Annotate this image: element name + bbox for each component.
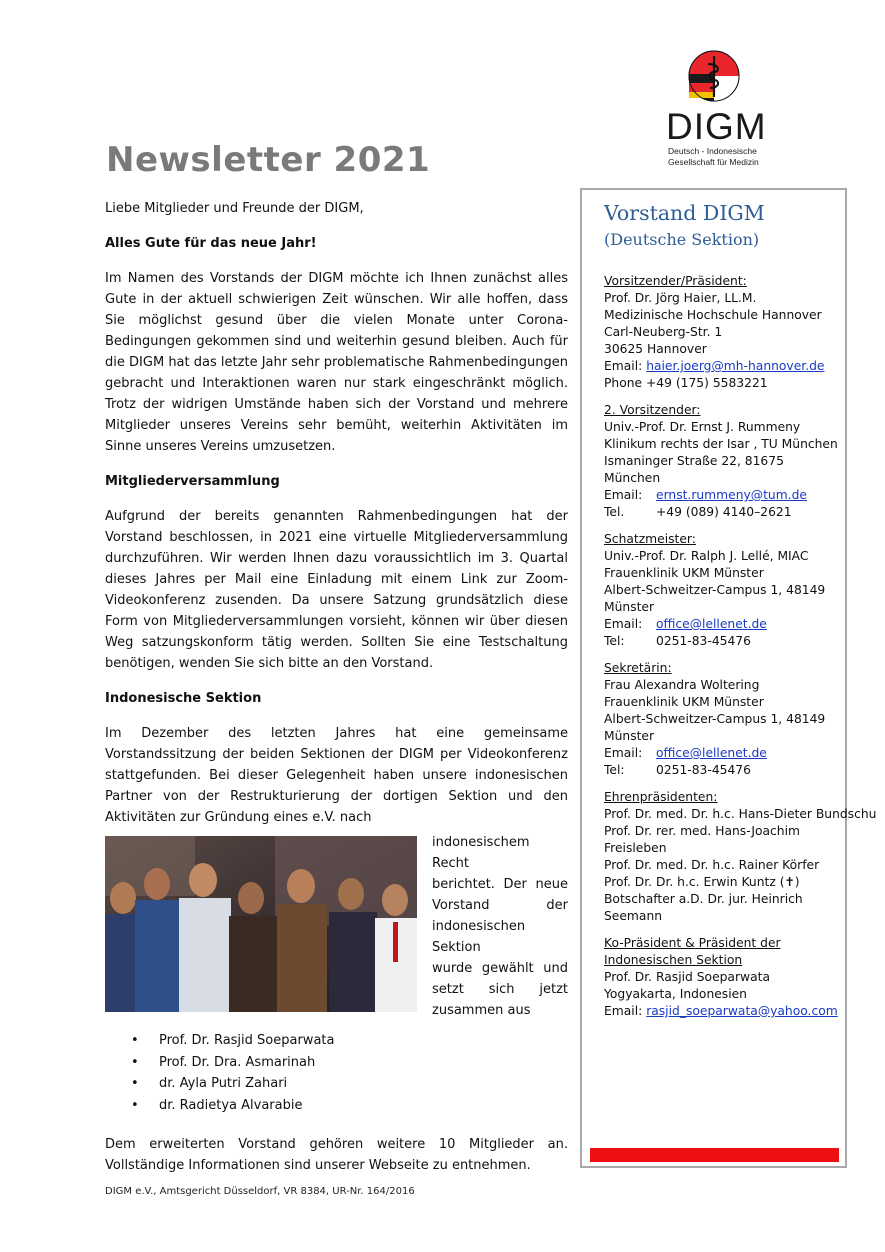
tel-label: Tel. (604, 505, 625, 519)
contact-line: Münster (604, 600, 655, 614)
email-row (604, 616, 839, 633)
contact-line: Albert-Schweitzer-Campus 1, 48149 (604, 583, 826, 597)
logo-name: DIGM (666, 106, 767, 147)
tel-row (604, 762, 839, 779)
photo-block (105, 836, 568, 1016)
contact-line: Albert-Schweitzer-Campus 1, 48149 (604, 712, 826, 726)
photo-text-line: Vorstand der (432, 898, 568, 913)
logo-subtitle-line2: Gesellschaft für Medizin (668, 157, 759, 167)
heading-mitgliederversammlung: Mitgliederversammlung (105, 474, 280, 489)
footer-registration: DIGM e.V., Amtsgericht Düsseldorf, VR 8384, UR-Nr. 164/2016 (105, 1186, 415, 1197)
email-link[interactable]: rasjid_soeparwata@yahoo.com (646, 1004, 838, 1018)
contact-line: 30625 Hannover (604, 342, 707, 356)
photo-side-text (432, 832, 568, 1021)
list-item: • dr. Radietya Alvarabie (105, 1095, 568, 1117)
main-column (105, 198, 568, 1190)
list-item: • dr. Ayla Putri Zahari (105, 1073, 568, 1095)
tel-value: 0251-83-45476 (656, 634, 751, 648)
logo-subtitle-line1: Deutsch - Indonesische (668, 146, 757, 156)
contact-line: Univ.-Prof. Dr. Ernst J. Rummeny (604, 420, 801, 434)
section-vice-president (604, 402, 839, 521)
contact-line: Prof. Dr. Dr. h.c. Erwin Kuntz (✝) (604, 875, 800, 889)
email-link[interactable]: ernst.rummeny@tum.de (656, 488, 807, 502)
contact-line: Yogyakarta, Indonesien (604, 987, 747, 1001)
email-link[interactable]: office@lellenet.de (656, 746, 767, 760)
new-year-wish: Alles Gute für das neue Jahr! (105, 236, 317, 251)
group-photo-image (105, 836, 417, 1012)
contact-line: Medizinische Hochschule Hannover (604, 308, 822, 322)
contact-line: Frauenklinik UKM Münster (604, 566, 764, 580)
contact-line: Prof. Dr. Rasjid Soeparwata (604, 970, 770, 984)
contact-line: Klinikum rechts der Isar , TU München (604, 437, 838, 451)
tel-value: +49 (089) 4140–2621 (656, 505, 792, 519)
section-heading: Ehrenpräsidenten: (604, 790, 718, 804)
email-label: Email: (604, 359, 643, 373)
section-heading: Indonesischen Sektion (604, 953, 743, 967)
closing-paragraph: Dem erweiterten Vorstand gehören weitere 10 Mitglieder an. Vollständige Informationen sind unserer Webseite zu entnehmen. (105, 1137, 568, 1173)
phone-line: Phone +49 (175) 5583221 (604, 376, 768, 390)
intro-paragraph: Im Namen des Vorstands der DIGM möchte ich Ihnen zunächst alles Gute in der aktuell schwierigen Zeit wünschen. Wir alle hoffen, dass Sie möglichst gesund über die vielen Monate unter Corona-Bedingungen gekommen sind und weiterhin gesund bleiben. Auch für die DIGM hat das letzte Jahr sehr problematische Rahmenbedingungen gebracht und Interaktionen waren nur stark eingeschränkt möglich. Trotz der widrigen Umstände haben sich der Vorstand und mehrere Mitglieder unseres Vereins sehr bemüht, weiterhin Aktivitäten im Sinne unseres Vereins umzusetzen. (105, 271, 568, 454)
sidebar-red-bar (590, 1148, 839, 1162)
contact-line: Prof. Dr. rer. med. Hans-Joachim (604, 824, 800, 838)
digm-logo (660, 50, 770, 168)
photo-text-line: zusammen aus (432, 1003, 531, 1018)
contact-line: Univ.-Prof. Dr. Ralph J. Lellé, MIAC (604, 549, 809, 563)
tel-label: Tel: (604, 763, 625, 777)
section-treasurer (604, 531, 839, 650)
page-title: Newsletter 2021 (106, 140, 431, 180)
photo-text-line: indonesischem Recht (432, 835, 530, 871)
section-heading: Sekretärin: (604, 661, 672, 675)
section-heading: 2. Vorsitzender: (604, 403, 701, 417)
sidebar-board (580, 188, 877, 1168)
sidebar-title: Vorstand DIGM (604, 201, 765, 225)
email-row (604, 487, 839, 504)
contact-line: Prof. Dr. med. Dr. h.c. Rainer Körfer (604, 858, 820, 872)
email-row (604, 745, 839, 762)
contact-line: Frauenklinik UKM Münster (604, 695, 764, 709)
section-secretary (604, 660, 839, 779)
photo-text-line: indonesischen Sektion (432, 919, 526, 955)
member-list (105, 1030, 568, 1116)
section-heading: Vorsitzender/Präsident: (604, 274, 747, 288)
photo-text-line: setzt sich jetzt (432, 982, 568, 997)
contact-line: Botschafter a.D. Dr. jur. Heinrich (604, 892, 803, 906)
list-item: • Prof. Dr. Dra. Asmarinah (105, 1052, 568, 1074)
section-co-president (604, 935, 839, 1020)
contact-line: Freisleben (604, 841, 667, 855)
email-label: Email: (604, 488, 643, 502)
heading-indonesische-sektion: Indonesische Sektion (105, 691, 262, 706)
indo-paragraph: Im Dezember des letzten Jahres hat eine gemeinsame Vorstandssitzung der beiden Sektionen der DIGM per Videokonferenz stattgefunden. Bei dieser Gelegenheit haben unsere indonesischen Partner von der Restrukturierung der dortigen Sektion und den Aktivitäten zur Gründung eines e.V. nach (105, 726, 568, 825)
tel-value: 0251-83-45476 (656, 763, 751, 777)
tel-label: Tel: (604, 634, 625, 648)
contact-line: Carl-Neuberg-Str. 1 (604, 325, 723, 339)
contact-line: Münster (604, 729, 655, 743)
email-link[interactable]: haier.joerg@mh-hannover.de (646, 359, 825, 373)
email-label: Email: (604, 1004, 643, 1018)
contact-line: Frau Alexandra Woltering (604, 678, 760, 692)
contact-line: Prof. Dr. med. Dr. h.c. Hans-Dieter Bundschu (604, 807, 877, 821)
email-row (604, 1003, 839, 1020)
sidebar-subtitle: (Deutsche Sektion) (604, 230, 760, 249)
email-link[interactable]: office@lellenet.de (656, 617, 767, 631)
contact-line: Prof. Dr. Jörg Haier, LL.M. (604, 291, 757, 305)
tel-row (604, 633, 839, 650)
section-honorary (604, 789, 877, 925)
photo-text-line: berichtet. Der neue (432, 877, 568, 892)
greeting: Liebe Mitglieder und Freunde der DIGM, (105, 201, 364, 216)
section-heading: Schatzmeister: (604, 532, 696, 546)
tel-row (604, 504, 839, 521)
contact-line: Seemann (604, 909, 663, 923)
list-item: • Prof. Dr. Rasjid Soeparwata (105, 1030, 568, 1052)
contact-line: München (604, 471, 661, 485)
photo-text-line: wurde gewählt und (432, 961, 568, 976)
email-row (604, 358, 839, 375)
meeting-paragraph: Aufgrund der bereits genannten Rahmenbedingungen hat der Vorstand beschlossen, in 2021 eine virtuelle Mitgliederversammlung durchzuführen. Wir werden Ihnen dazu voraussichtlich im 3. Quartal dieses Jahres per Mail eine Einladung mit einem Link zur Zoom-Videokonferenz zusenden. Da unsere Satzung grundsätzlich diese Form von Mitgliederversammlungen vorsieht, können wir über diesen Weg satzungskonform tätig werden. Sollten Sie eine Testschaltung benötigen, wenden Sie sich bitte an den Vorstand. (105, 509, 568, 671)
digm-emblem-icon (688, 50, 740, 102)
section-heading: Ko-Präsident & Präsident der (604, 936, 781, 950)
contact-line: Ismaninger Straße 22, 81675 (604, 454, 784, 468)
email-label: Email: (604, 746, 643, 760)
email-label: Email: (604, 617, 643, 631)
section-president (604, 273, 839, 392)
